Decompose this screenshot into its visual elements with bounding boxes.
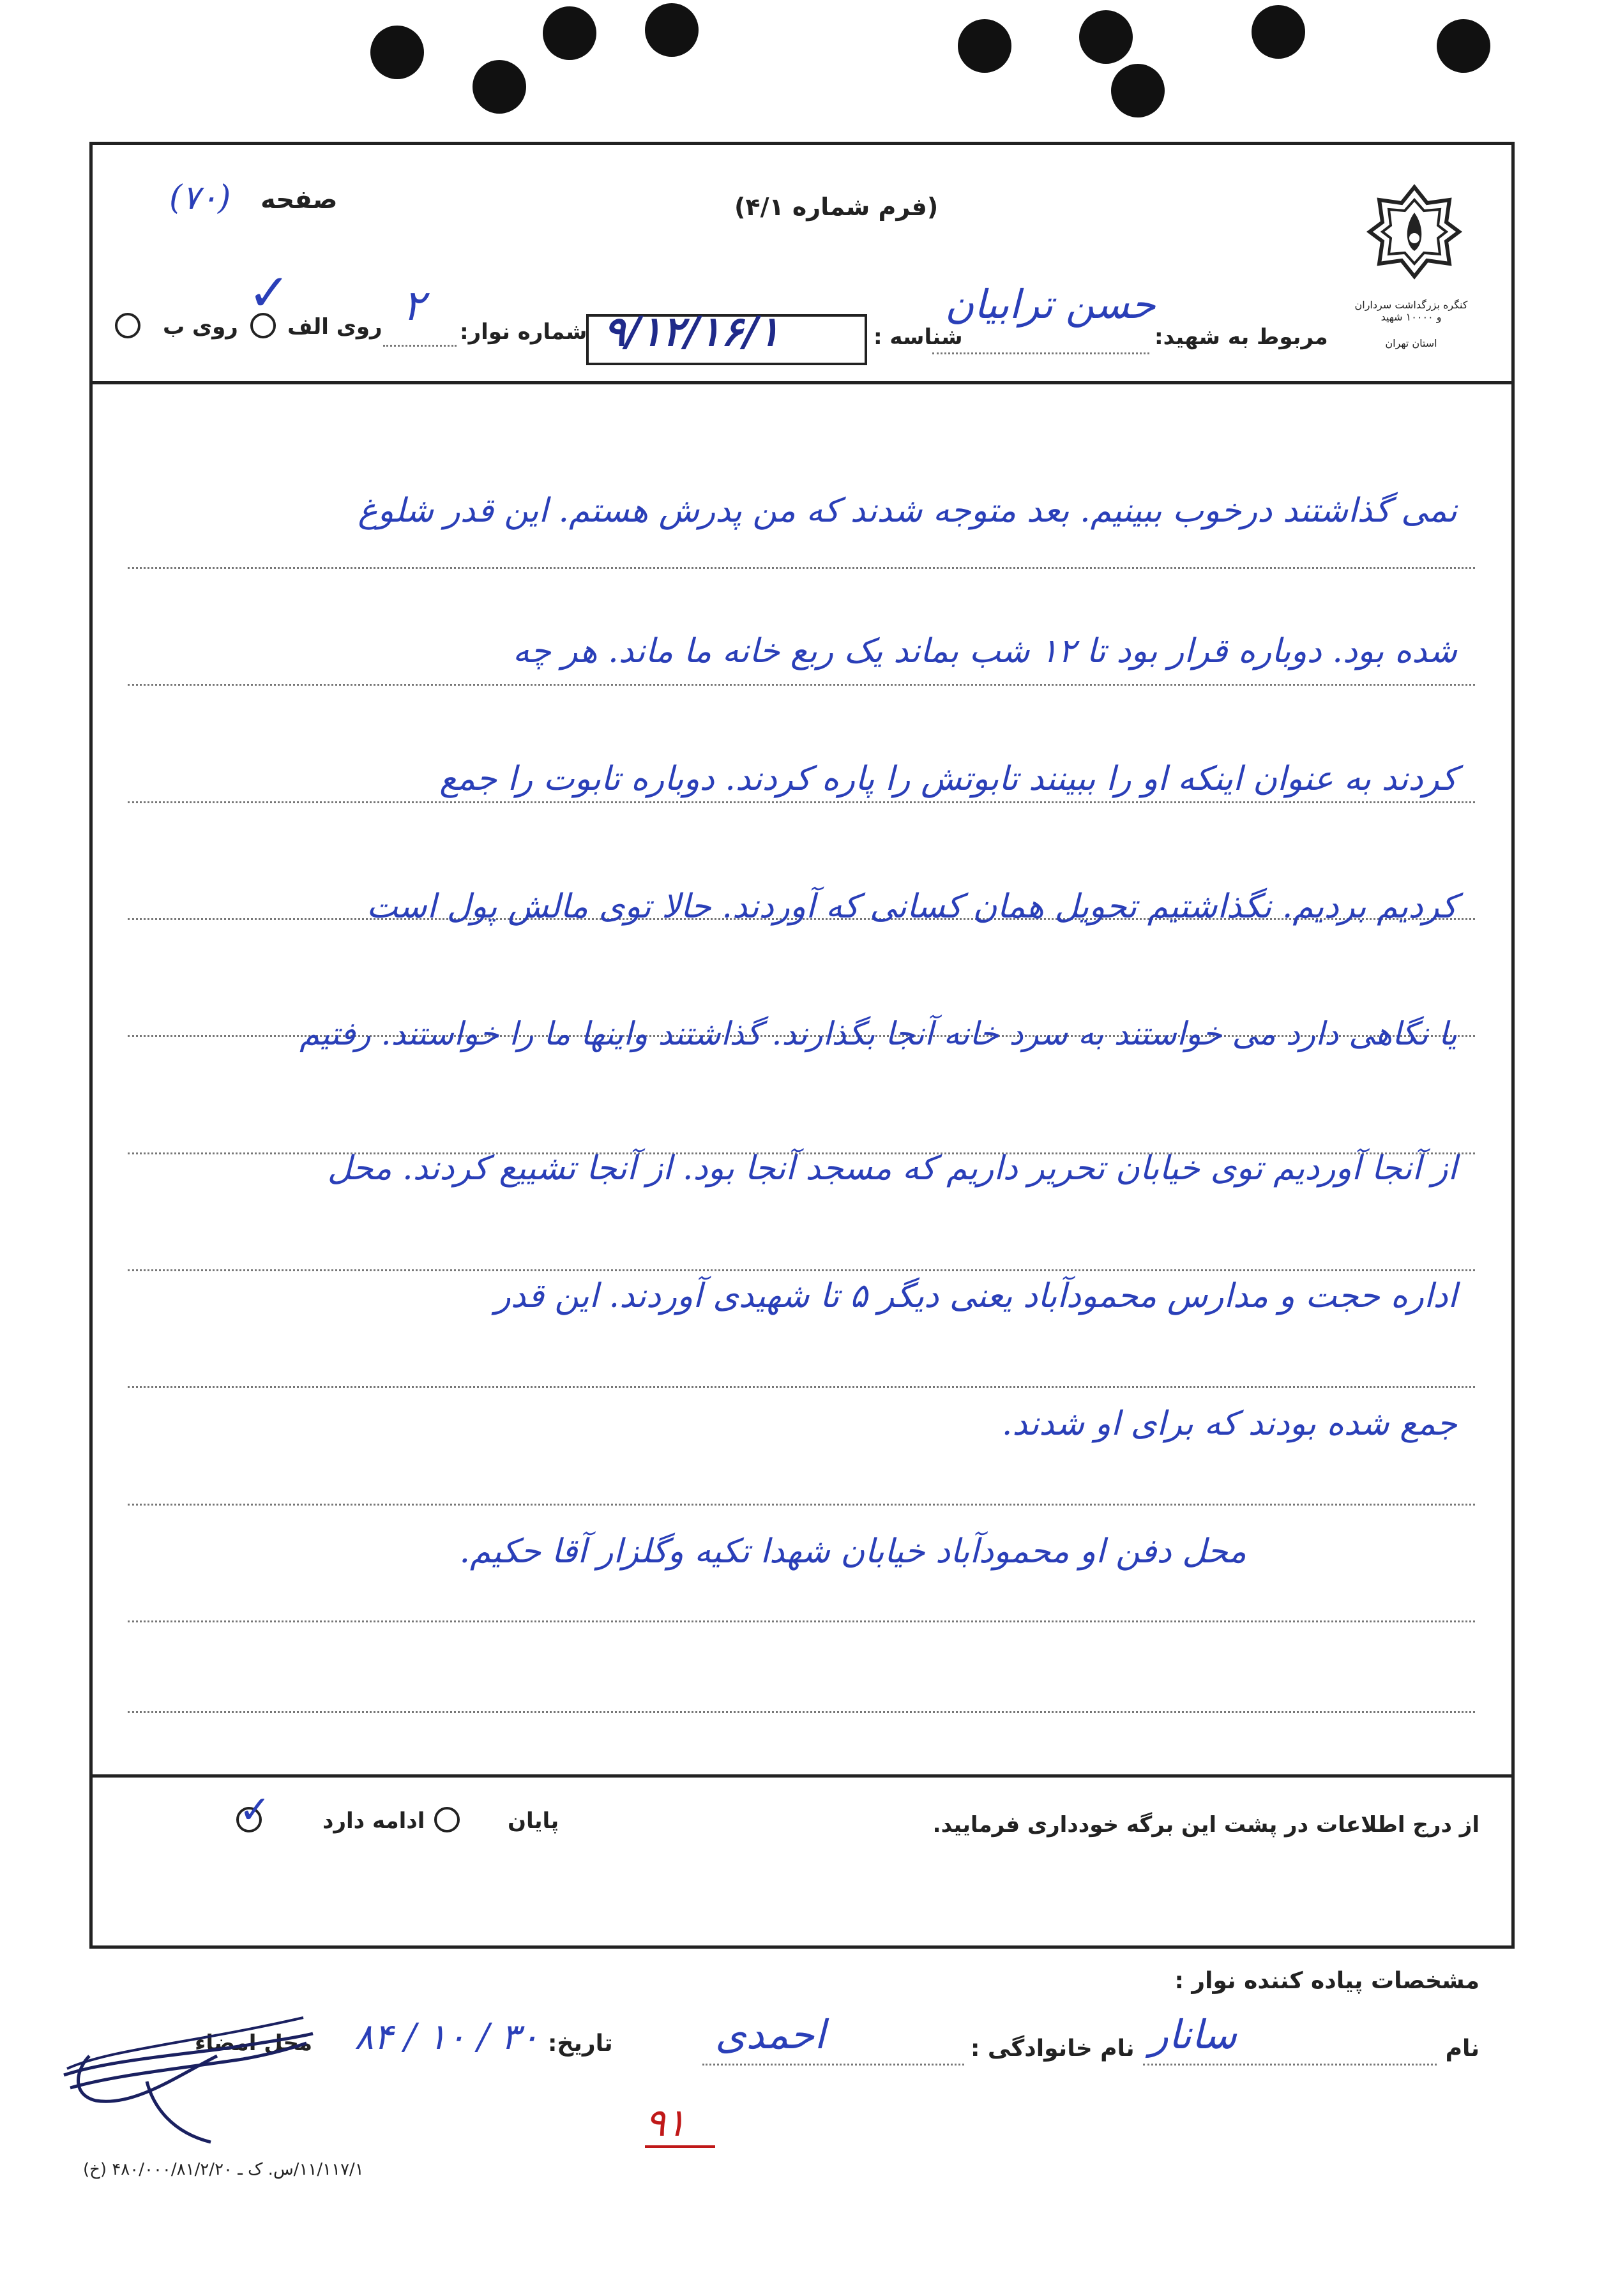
- martyr-label: مربوط به شهید:: [1154, 324, 1328, 350]
- page-label: صفحه: [261, 185, 338, 215]
- tape-label: شماره نوار:: [460, 319, 587, 345]
- side-a-label: روی الف: [287, 314, 382, 340]
- side-a-check-icon: ✓: [248, 263, 291, 322]
- side-b-label: روی ب: [163, 314, 238, 340]
- ruled-line: [128, 1620, 1475, 1622]
- id-label: شناسه :: [874, 324, 963, 350]
- date-value: ۸۴ / ۱۰ / ۳۰: [354, 2016, 540, 2058]
- transcript-line: نمی گذاشتند درخوب ببینیم. بعد متوجه شدند که من پدرش هستم. این قدر شلوغ: [358, 492, 1457, 530]
- punch-hole: [1252, 5, 1305, 59]
- transcript-line: یا نگاهی دارد می خواستند به سرد خانه آنجا بگذارند. گذاشتند واینها ما را خواستند. رفتیم: [299, 1015, 1457, 1052]
- organization-name: کنگره بزرگداشت سرداران و ۱۰۰۰۰ شهید: [1354, 299, 1468, 323]
- family-label: نام خانوادگی :: [971, 2035, 1135, 2062]
- notice: از درج اطلاعات در پشت این برگه خودداری فرمایید.: [932, 1812, 1479, 1838]
- punch-hole: [1079, 10, 1133, 64]
- ruled-line: [128, 1711, 1475, 1713]
- end-label: پایان: [508, 1808, 559, 1834]
- transcript-line: کردند به عنوان اینکه او را ببینند تابوتش را پاره کردند. دوباره تابوت را جمع: [439, 760, 1457, 798]
- ruled-line: [128, 567, 1475, 569]
- date-label: تاریخ:: [548, 2030, 613, 2057]
- punch-hole: [543, 6, 596, 60]
- form-number: (فرم شماره ۴/۱): [734, 193, 939, 221]
- continues-label: ادامه دارد: [322, 1808, 425, 1834]
- transcript-line: کردیم بردیم. نگذاشتیم تحویل همان کسانی که آوردند. حالا توی مالش پول است: [366, 887, 1457, 926]
- family-value: احمدی: [715, 2011, 826, 2058]
- id-value: ۹/۱۲/۱۶/۱: [603, 308, 780, 356]
- tape-dotline: [383, 345, 457, 347]
- martyr-name: حسن ترابیان: [945, 281, 1156, 328]
- transcript-line: جمع شده بودند که برای او شدند.: [1001, 1405, 1457, 1443]
- ruled-line: [128, 1269, 1475, 1271]
- signature-label: محل امضاء: [195, 2030, 313, 2056]
- name-dotline: [1143, 2064, 1437, 2066]
- organization-logo-icon: [1366, 184, 1462, 280]
- family-dotline: [702, 2064, 964, 2066]
- red-underline: [645, 2145, 715, 2148]
- ruled-line: [128, 1504, 1475, 1506]
- punch-hole: [370, 26, 424, 79]
- side-b-radio[interactable]: [115, 313, 140, 338]
- transcript-line: محل دفن او محمودآباد خیابان شهدا تکیه وگلزار آقا حکیم.: [459, 1532, 1246, 1571]
- punch-hole: [1111, 64, 1165, 117]
- martyr-dotline: [932, 352, 1149, 354]
- punch-hole: [645, 3, 699, 57]
- organization-subname: استان تهران: [1385, 337, 1437, 349]
- transcriber-heading: مشخصات پیاده کننده نوار :: [1174, 1968, 1479, 1994]
- ruled-line: [128, 801, 1475, 803]
- page-number: (۷۰): [169, 179, 231, 217]
- transcript-line: شده بود. دوباره قرار بود تا ۱۲ شب بماند یک ربع خانه ما ماند. هر چه: [512, 632, 1457, 670]
- punch-hole: [473, 60, 526, 114]
- punch-hole: [958, 19, 1011, 73]
- ruled-line: [128, 684, 1475, 686]
- signature-drawing: [51, 1979, 319, 2145]
- red-page-mark: ۹۱: [645, 2101, 686, 2145]
- name-label: نام: [1445, 2035, 1479, 2062]
- name-value: سانار: [1149, 2011, 1237, 2058]
- tape-number: ۲: [402, 281, 425, 330]
- continues-check-icon: ✓: [239, 1788, 271, 1832]
- ruled-line: [128, 1386, 1475, 1388]
- punch-hole: [1437, 19, 1490, 73]
- end-radio[interactable]: [434, 1807, 460, 1832]
- transcript-line: از آنجا آوردیم توی خیابان تحریر داریم که مسجد آنجا بود. از آنجا تشییع کردند. محل: [327, 1149, 1457, 1188]
- transcript-line: اداره حجت و مدارس محمودآباد یعنی دیگر ۵ تا شهیدی آوردند. این قدر: [494, 1277, 1457, 1315]
- form-code: ۱۱/۱۱۷/۱/س. ک ـ ۴۸۰/۰۰۰/۸۱/۲/۲۰ (خ): [83, 2160, 364, 2179]
